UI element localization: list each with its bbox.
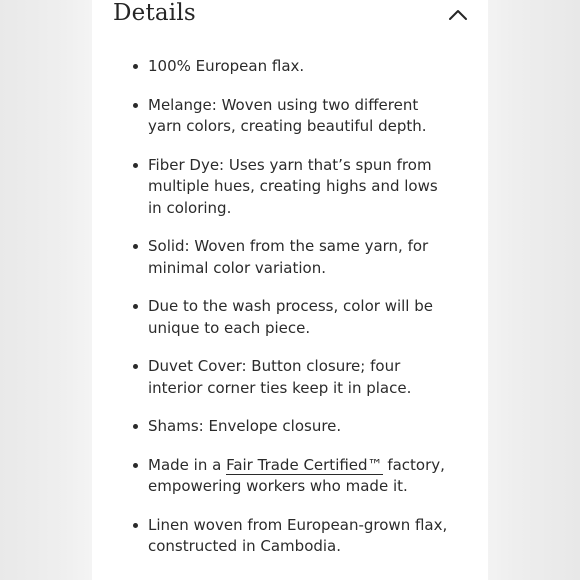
background-right	[488, 0, 580, 580]
detail-item-origin	[130, 515, 450, 558]
bullet-dot	[133, 64, 138, 69]
detail-text: Due to the wash process, color will be unique to each piece.	[148, 297, 433, 337]
detail-item-duvet-cover	[130, 356, 450, 399]
collapse-button[interactable]	[446, 4, 470, 26]
details-panel	[92, 0, 488, 580]
detail-text: Linen woven from European-grown flax, constructed in Cambodia.	[148, 515, 448, 555]
bullet-dot	[133, 424, 138, 429]
detail-text-suffix: factory, empowering workers who made it.	[148, 455, 445, 495]
bullet-dot	[133, 103, 138, 108]
details-header[interactable]	[113, 0, 463, 36]
detail-text: Melange: Woven using two different yarn colors, creating beautiful depth.	[148, 95, 427, 135]
background-left	[0, 0, 92, 580]
detail-item-wash-process	[130, 296, 450, 339]
detail-text: 100% European flax.	[148, 57, 305, 75]
detail-item-material	[130, 56, 450, 78]
bullet-dot	[133, 364, 138, 369]
detail-item-solid	[130, 236, 450, 279]
details-list	[130, 56, 450, 575]
detail-text: Duvet Cover: Button closure; four interior corner ties keep it in place.	[148, 357, 412, 397]
detail-item-fair-trade	[130, 455, 450, 498]
section-title: Details	[113, 0, 196, 26]
chevron-up-icon	[446, 4, 470, 26]
bullet-dot	[133, 244, 138, 249]
detail-text: Fiber Dye: Uses yarn that’s spun from multiple hues, creating highs and lows in coloring.	[148, 155, 438, 217]
detail-text: Solid: Woven from the same yarn, for minimal color variation.	[148, 237, 429, 277]
detail-item-fiber-dye	[130, 155, 450, 220]
detail-text: Shams: Envelope closure.	[148, 417, 342, 435]
bullet-dot	[133, 463, 138, 468]
detail-text-prefix: Made in a	[148, 455, 227, 474]
fair-trade-certified-link[interactable]: Fair Trade Certified™	[226, 455, 383, 474]
detail-item-melange	[130, 95, 450, 138]
bullet-dot	[133, 523, 138, 528]
bullet-dot	[133, 163, 138, 168]
bullet-dot	[133, 304, 138, 309]
detail-item-shams	[130, 416, 450, 438]
